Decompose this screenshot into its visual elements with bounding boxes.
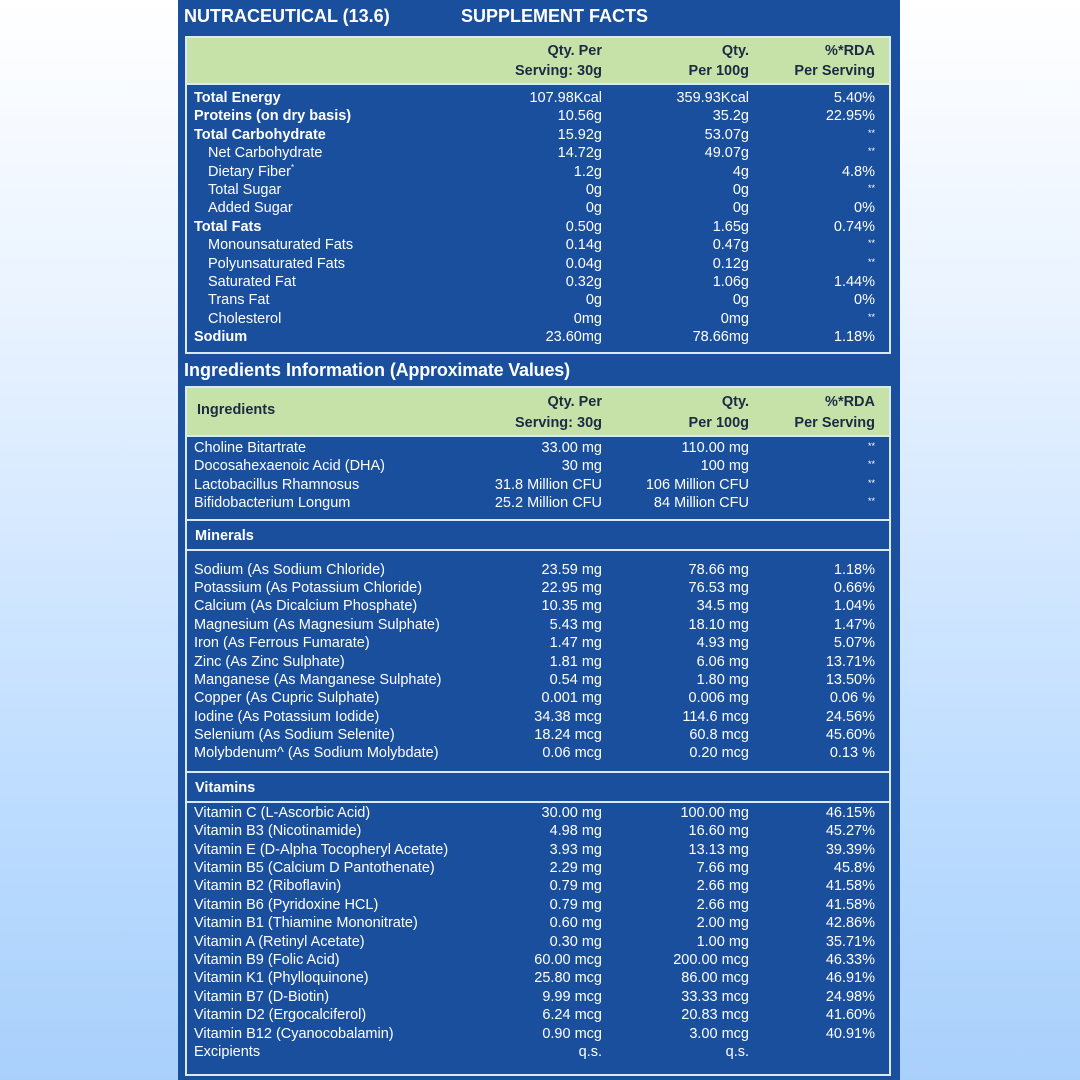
table-row: Vitamin B7 (D-Biotin) 9.99 mcg 33.33 mcg 24.98% bbox=[194, 988, 875, 1005]
table-row: Sodium (As Sodium Chloride) 23.59 mg 78.66 mg 1.18% bbox=[194, 561, 875, 578]
table-row: Iron (As Ferrous Fumarate) 1.47 mg 4.93 mg 5.07% bbox=[194, 635, 875, 652]
table-row: Vitamin B9 (Folic Acid) 60.00 mcg 200.00 mcg 46.33% bbox=[194, 951, 875, 968]
col-per100-line2: Per 100g bbox=[688, 63, 749, 79]
col-per100-line2: Per 100g bbox=[688, 415, 749, 431]
table-row: Trans Fat 0g 0g 0% bbox=[208, 292, 875, 309]
col-serving-line2: Serving: 30g bbox=[514, 415, 602, 431]
facts-rows bbox=[187, 85, 889, 346]
table-row: Proteins (on dry basis) 10.56g 35.2g 22.95% bbox=[194, 108, 875, 125]
table-row: Cholesterol 0mg 0mg ** bbox=[208, 310, 875, 327]
table-row: Vitamin C (L-Ascorbic Acid) 30.00 mg 100.00 mg 46.15% bbox=[194, 804, 875, 821]
supplement-facts-table bbox=[185, 36, 891, 354]
col-rda-line1: %*RDA bbox=[825, 43, 875, 59]
table-row: Calcium (As Dicalcium Phosphate) 10.35 mg 34.5 mg 1.04% bbox=[194, 598, 875, 615]
col-serving-line1: Qty. Per bbox=[547, 43, 602, 59]
table-row: Vitamin B3 (Nicotinamide) 4.98 mg 16.60 mg 45.27% bbox=[194, 823, 875, 840]
table-row: Total Carbohydrate 15.92g 53.07g ** bbox=[194, 126, 875, 143]
table-row: Total Fats 0.50g 1.65g 0.74% bbox=[194, 218, 875, 235]
table-row: Total Energy 107.98Kcal 359.93Kcal 5.40% bbox=[194, 90, 875, 106]
table-row: Vitamin B6 (Pyridoxine HCL) 0.79 mg 2.66 mg 41.58% bbox=[194, 896, 875, 913]
table-row: Net Carbohydrate 14.72g 49.07g ** bbox=[208, 145, 875, 162]
ingredient-rows bbox=[187, 437, 889, 519]
mineral-rows bbox=[187, 551, 889, 771]
table-row: Vitamin K1 (Phylloquinone) 25.80 mcg 86.00 mcg 46.91% bbox=[194, 970, 875, 987]
facts-table-header bbox=[187, 38, 889, 85]
table-row: Selenium (As Sodium Selenite) 18.24 mcg 60.8 mcg 45.60% bbox=[194, 727, 875, 744]
table-row: Polyunsaturated Fats 0.04g 0.12g ** bbox=[208, 255, 875, 272]
table-row: Dietary Fiber* 1.2g 4g 4.8% bbox=[208, 162, 875, 180]
table-row: Sodium 23.60mg 78.66mg 1.18% bbox=[194, 329, 875, 346]
ingredients-table-header bbox=[187, 388, 889, 437]
table-row: Lactobacillus Rhamnosus 31.8 Million CFU 106 Million CFU ** bbox=[194, 476, 875, 493]
table-row: Total Sugar 0g 0g ** bbox=[208, 181, 875, 198]
table-row: Vitamin B5 (Calcium D Pantothenate) 2.29 mg 7.66 mg 45.8% bbox=[194, 860, 875, 877]
table-row: Copper (As Cupric Sulphate) 0.001 mg 0.006 mg 0.06 % bbox=[194, 690, 875, 707]
table-row: Vitamin B2 (Riboflavin) 0.79 mg 2.66 mg 41.58% bbox=[194, 878, 875, 895]
table-row: Potassium (As Potassium Chloride) 22.95 mg 76.53 mg 0.66% bbox=[194, 579, 875, 596]
table-row: Monounsaturated Fats 0.14g 0.47g ** bbox=[208, 237, 875, 254]
minerals-subheading: Minerals bbox=[187, 521, 889, 551]
table-row: Added Sugar 0g 0g 0% bbox=[208, 200, 875, 217]
col-rda-line1: %*RDA bbox=[825, 394, 875, 410]
col-per100-line1: Qty. bbox=[721, 43, 749, 59]
col-rda-line2: Per Serving bbox=[794, 63, 875, 79]
product-title: NUTRACEUTICAL (13.6) bbox=[184, 6, 390, 26]
table-row: Zinc (As Zinc Sulphate) 1.81 mg 6.06 mg 13.71% bbox=[194, 653, 875, 670]
supplement-panel bbox=[178, 0, 900, 1080]
ingredients-column-label: Ingredients bbox=[197, 402, 276, 418]
supplement-facts-title: SUPPLEMENT FACTS bbox=[461, 6, 649, 26]
table-row: Vitamin B12 (Cyanocobalamin) 0.90 mcg 3.00 mcg 40.91% bbox=[194, 1025, 875, 1042]
table-row: Vitamin A (Retinyl Acetate) 0.30 mg 1.00 mg 35.71% bbox=[194, 933, 875, 950]
col-per100-line1: Qty. bbox=[721, 394, 749, 410]
ingredients-table bbox=[185, 386, 891, 1076]
vitamin-rows bbox=[187, 803, 889, 1061]
table-row: Saturated Fat 0.32g 1.06g 1.44% bbox=[208, 273, 875, 290]
table-row: Excipients q.s. q.s. bbox=[194, 1043, 749, 1060]
ingredients-section-title: Ingredients Information (Approximate Values) bbox=[184, 360, 570, 380]
table-row: Docosahexaenoic Acid (DHA) 30 mg 100 mg ** bbox=[194, 458, 875, 475]
table-row: Vitamin E (D-Alpha Tocopheryl Acetate) 3.93 mg 13.13 mg 39.39% bbox=[194, 841, 875, 858]
table-row: Iodine (As Potassium Iodide) 34.38 mcg 114.6 mcg 24.56% bbox=[194, 708, 875, 725]
vitamins-subheading: Vitamins bbox=[187, 773, 889, 803]
col-serving-line2: Serving: 30g bbox=[514, 63, 602, 79]
table-row: Magnesium (As Magnesium Sulphate) 5.43 mg 18.10 mg 1.47% bbox=[194, 616, 875, 633]
col-serving-line1: Qty. Per bbox=[547, 394, 602, 410]
table-row: Molybdenum^ (As Sodium Molybdate) 0.06 mcg 0.20 mcg 0.13 % bbox=[194, 745, 875, 762]
col-rda-line2: Per Serving bbox=[794, 415, 875, 431]
table-row: Manganese (As Manganese Sulphate) 0.54 mg 1.80 mg 13.50% bbox=[194, 671, 875, 688]
table-row: Vitamin B1 (Thiamine Mononitrate) 0.60 mg 2.00 mg 42.86% bbox=[194, 915, 875, 932]
table-row: Bifidobacterium Longum 25.2 Million CFU 84 Million CFU ** bbox=[194, 495, 875, 512]
footnote-mark: * bbox=[291, 162, 295, 172]
table-row: Choline Bitartrate 33.00 mg 110.00 mg ** bbox=[194, 440, 875, 456]
table-row: Vitamin D2 (Ergocalciferol) 6.24 mcg 20.83 mcg 41.60% bbox=[194, 1007, 875, 1024]
